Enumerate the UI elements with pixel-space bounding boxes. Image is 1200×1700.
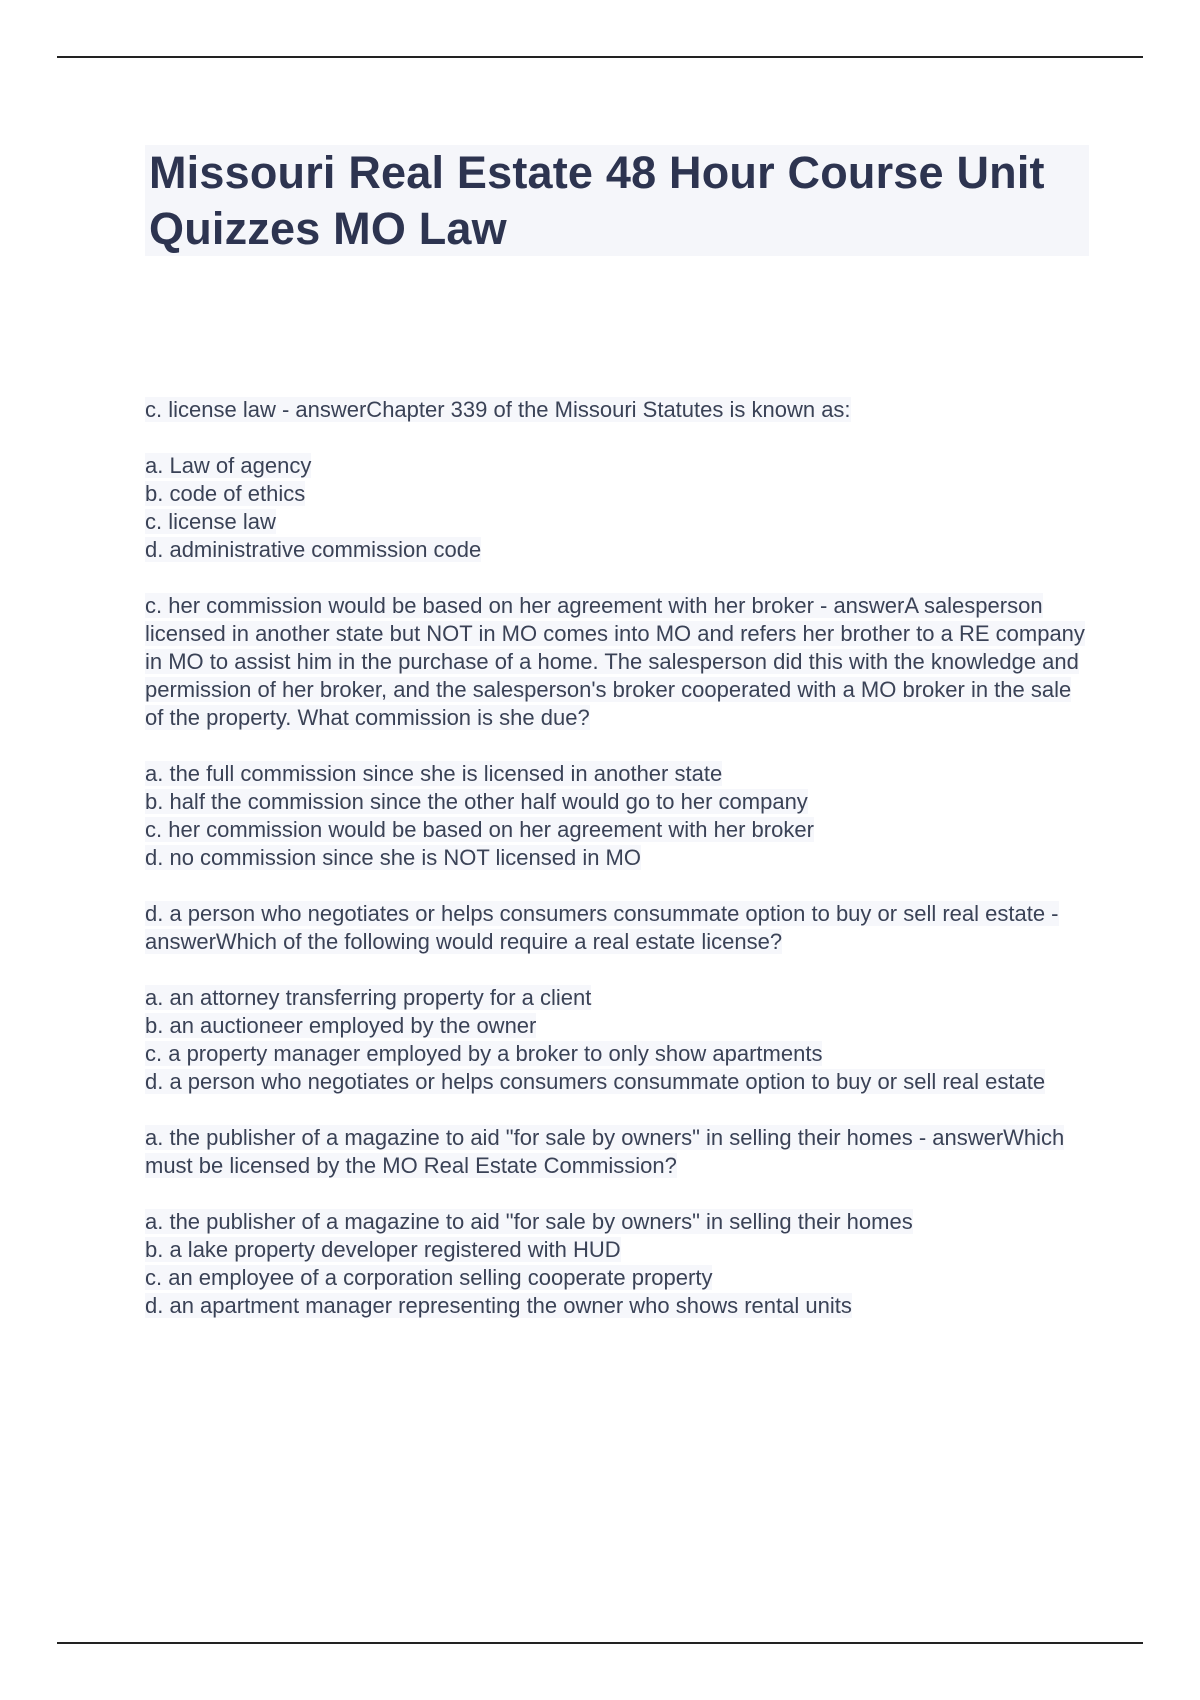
option-text: a. the full commission since she is licensed in another state bbox=[145, 761, 723, 786]
question-3 bbox=[145, 900, 1089, 1096]
option-text: c. a property manager employed by a broker to only show apartments bbox=[145, 1041, 823, 1066]
question-4 bbox=[145, 1124, 1089, 1320]
question-text-content: c. her commission would be based on her agreement with her broker - answerA salesperson licensed in another state but NOT in MO comes into MO and refers her brother to a RE company in MO to assist him in the purchase of a home. The salesperson did this with the knowledge and permission of her broker, and the salesperson's broker cooperated with a MO broker in the sale of the property. What commission is she due? bbox=[145, 593, 1085, 730]
question-1 bbox=[145, 396, 1089, 564]
option-text: b. a lake property developer registered with HUD bbox=[145, 1237, 621, 1262]
option-text: d. a person who negotiates or helps consumers consummate option to buy or sell real estate bbox=[145, 1069, 1046, 1094]
question-text-content: d. a person who negotiates or helps consumers consummate option to buy or sell real estate - answerWhich of the following would require a real estate license? bbox=[145, 901, 1059, 954]
option-d bbox=[145, 1068, 1089, 1096]
option-a bbox=[145, 452, 1089, 480]
option-c bbox=[145, 508, 1089, 536]
top-rule bbox=[57, 56, 1143, 58]
option-text: c. an employee of a corporation selling cooperate property bbox=[145, 1265, 713, 1290]
document-body bbox=[145, 396, 1089, 1320]
option-b bbox=[145, 1012, 1089, 1040]
option-a bbox=[145, 1208, 1089, 1236]
option-b bbox=[145, 480, 1089, 508]
answer-options bbox=[145, 1208, 1089, 1320]
bottom-rule bbox=[57, 1642, 1143, 1644]
document-title: Missouri Real Estate 48 Hour Course Unit Quizzes MO Law bbox=[149, 147, 1045, 254]
title-block bbox=[145, 145, 1089, 256]
option-c bbox=[145, 1040, 1089, 1068]
question-2 bbox=[145, 592, 1089, 872]
option-d bbox=[145, 844, 1089, 872]
option-text: c. license law bbox=[145, 509, 276, 534]
option-text: a. an attorney transferring property for a client bbox=[145, 985, 592, 1010]
option-d bbox=[145, 1292, 1089, 1320]
option-a bbox=[145, 984, 1089, 1012]
option-d bbox=[145, 536, 1089, 564]
option-b bbox=[145, 1236, 1089, 1264]
option-text: b. an auctioneer employed by the owner bbox=[145, 1013, 537, 1038]
option-text: a. Law of agency bbox=[145, 453, 312, 478]
answer-options bbox=[145, 984, 1089, 1096]
option-text: d. administrative commission code bbox=[145, 537, 482, 562]
option-c bbox=[145, 1264, 1089, 1292]
question-text bbox=[145, 900, 1089, 956]
answer-options bbox=[145, 452, 1089, 564]
option-text: d. an apartment manager representing the owner who shows rental units bbox=[145, 1293, 852, 1318]
option-text: b. code of ethics bbox=[145, 481, 306, 506]
question-text bbox=[145, 1124, 1089, 1180]
question-text bbox=[145, 592, 1089, 732]
question-text bbox=[145, 396, 1089, 424]
option-b bbox=[145, 788, 1089, 816]
option-c bbox=[145, 816, 1089, 844]
option-text: a. the publisher of a magazine to aid "for sale by owners" in selling their homes bbox=[145, 1209, 913, 1234]
option-text: d. no commission since she is NOT licensed in MO bbox=[145, 845, 641, 870]
question-text-content: c. license law - answerChapter 339 of the Missouri Statutes is known as: bbox=[145, 397, 851, 422]
option-text: b. half the commission since the other half would go to her company bbox=[145, 789, 808, 814]
option-a bbox=[145, 760, 1089, 788]
option-text: c. her commission would be based on her agreement with her broker bbox=[145, 817, 814, 842]
answer-options bbox=[145, 760, 1089, 872]
question-text-content: a. the publisher of a magazine to aid "for sale by owners" in selling their homes - answerWhich must be licensed by the MO Real Estate Commission? bbox=[145, 1125, 1065, 1178]
